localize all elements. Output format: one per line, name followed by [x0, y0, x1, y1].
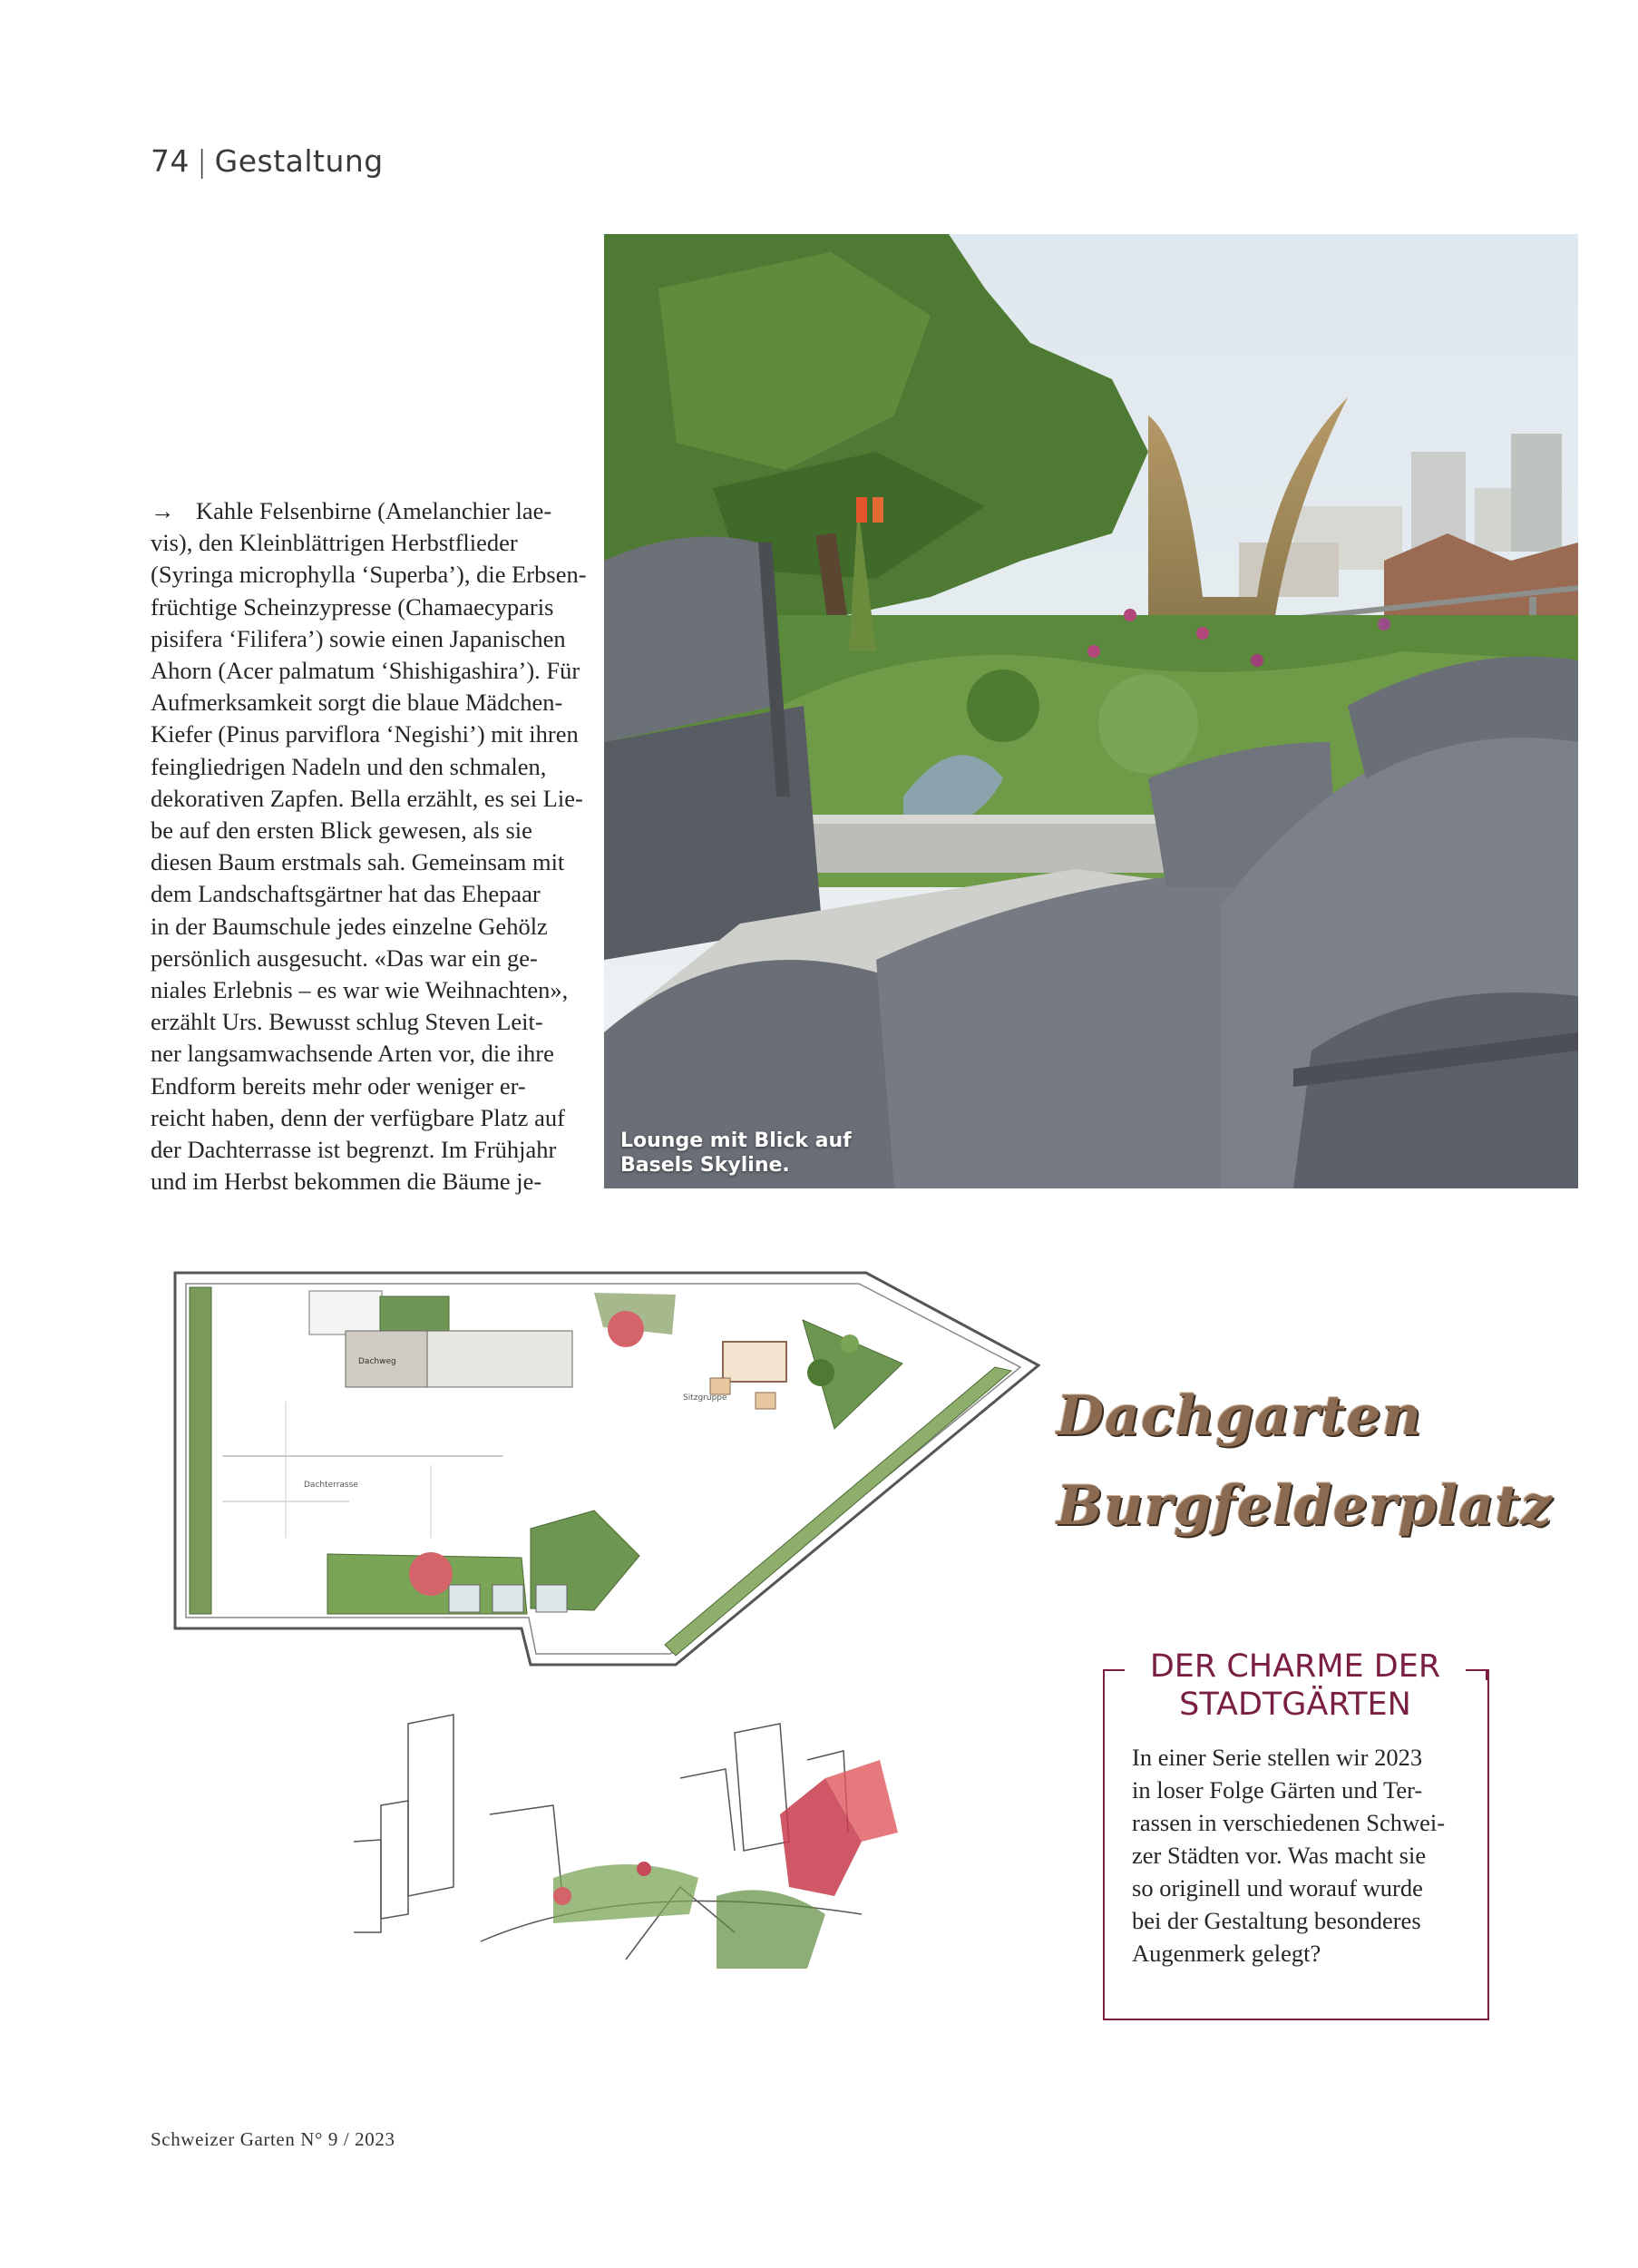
handwritten-title-line-1: Dachgarten	[1057, 1384, 1423, 1448]
page-header	[151, 143, 384, 179]
page-footer: Schweizer Garten N° 9 / 2023	[151, 2128, 395, 2150]
caption-line: Lounge mit Blick auf	[620, 1129, 852, 1152]
page-number: 74	[151, 143, 190, 179]
box-body-line: rassen in verschiedenen Schwei-	[1132, 1809, 1446, 1836]
header-separator: |	[197, 143, 208, 179]
box-body-line: Augenmerk gelegt?	[1132, 1940, 1321, 1967]
body-line: Kiefer (Pinus parviflora ‘Negishi’) mit ihren	[151, 720, 579, 748]
continuation-arrow-icon: →	[151, 497, 175, 524]
body-line: (Syringa microphylla ‘Superba’), die Erbsen-	[151, 561, 587, 589]
sidebar-box-body	[1132, 1741, 1477, 1970]
box-body-line: In einer Serie stellen wir 2023	[1132, 1744, 1423, 1771]
body-line: Endform bereits mehr oder weniger er-	[151, 1071, 526, 1100]
section-title: Gestaltung	[214, 143, 384, 179]
sidebar-box-title	[1103, 1647, 1487, 1724]
body-line: der Dachterrasse ist begrenzt. Im Frühjahr	[151, 1136, 557, 1164]
body-line: reicht haben, denn der verfügbare Platz auf	[151, 1103, 565, 1131]
plan-label-path: Dachweg	[358, 1357, 396, 1366]
photo-illustration	[604, 234, 1578, 1188]
body-line-1: → Kahle Felsenbirne (Amelanchier lae-	[151, 495, 577, 527]
body-line: persönlich ausgesucht. «Das war ein ge-	[151, 943, 538, 972]
plan-label-seating: Sitzgruppe	[683, 1393, 727, 1403]
body-line: früchtige Scheinzypresse (Chamaecyparis	[151, 592, 554, 621]
garden-floor-plan	[168, 1266, 1040, 1672]
body-line: Ahorn (Acer palmatum ‘Shishigashira’). Für	[151, 657, 580, 685]
photo-caption	[620, 1129, 852, 1178]
box-body-line: bei der Gestaltung besonderes	[1132, 1907, 1421, 1934]
box-body-line: so originell und worauf wurde	[1132, 1874, 1423, 1901]
body-line: vis), den Kleinblättrigen Herbstflieder	[151, 529, 518, 557]
body-line: diesen Baum erstmals sah. Gemeinsam mit	[151, 848, 565, 876]
box-title-line: DER CHARME DER	[1149, 1648, 1441, 1685]
body-line: Aufmerksamkeit sorgt die blaue Mädchen-	[151, 689, 563, 717]
rooftop-lounge-photo	[604, 234, 1578, 1188]
body-line: ner langsamwachsende Arten vor, die ihre	[151, 1040, 554, 1068]
body-line: be auf den ersten Blick gewesen, als sie	[151, 816, 532, 845]
body-text	[151, 495, 587, 1198]
body-line: in der Baumschule jedes einzelne Gehölz	[151, 912, 548, 940]
body-line: und im Herbst bekommen die Bäume je-	[151, 1168, 542, 1196]
perspective-sketch	[354, 1706, 1007, 1978]
body-line: erzählt Urs. Bewusst schlug Steven Leit-	[151, 1008, 543, 1036]
box-title-line: STADTGÄRTEN	[1179, 1686, 1411, 1723]
body-line: dekorativen Zapfen. Bella erzählt, es sei Lie-	[151, 784, 583, 812]
caption-line: Basels Skyline.	[620, 1154, 790, 1177]
body-line: dem Landschaftsgärtner hat das Ehepaar	[151, 880, 541, 908]
plan-label-terrace: Dachterrasse	[304, 1481, 358, 1490]
box-body-line: zer Städten vor. Was macht sie	[1132, 1842, 1427, 1869]
box-body-line: in loser Folge Gärten und Ter-	[1132, 1776, 1423, 1804]
body-line: pisifera ‘Filifera’) sowie einen Japanischen	[151, 624, 566, 652]
body-line: feingliedrigen Nadeln und den schmalen,	[151, 752, 547, 780]
handwritten-title-line-2: Burgfelderplatz	[1057, 1474, 1553, 1538]
body-line: niales Erlebnis – es war wie Weihnachten»,	[151, 976, 569, 1004]
